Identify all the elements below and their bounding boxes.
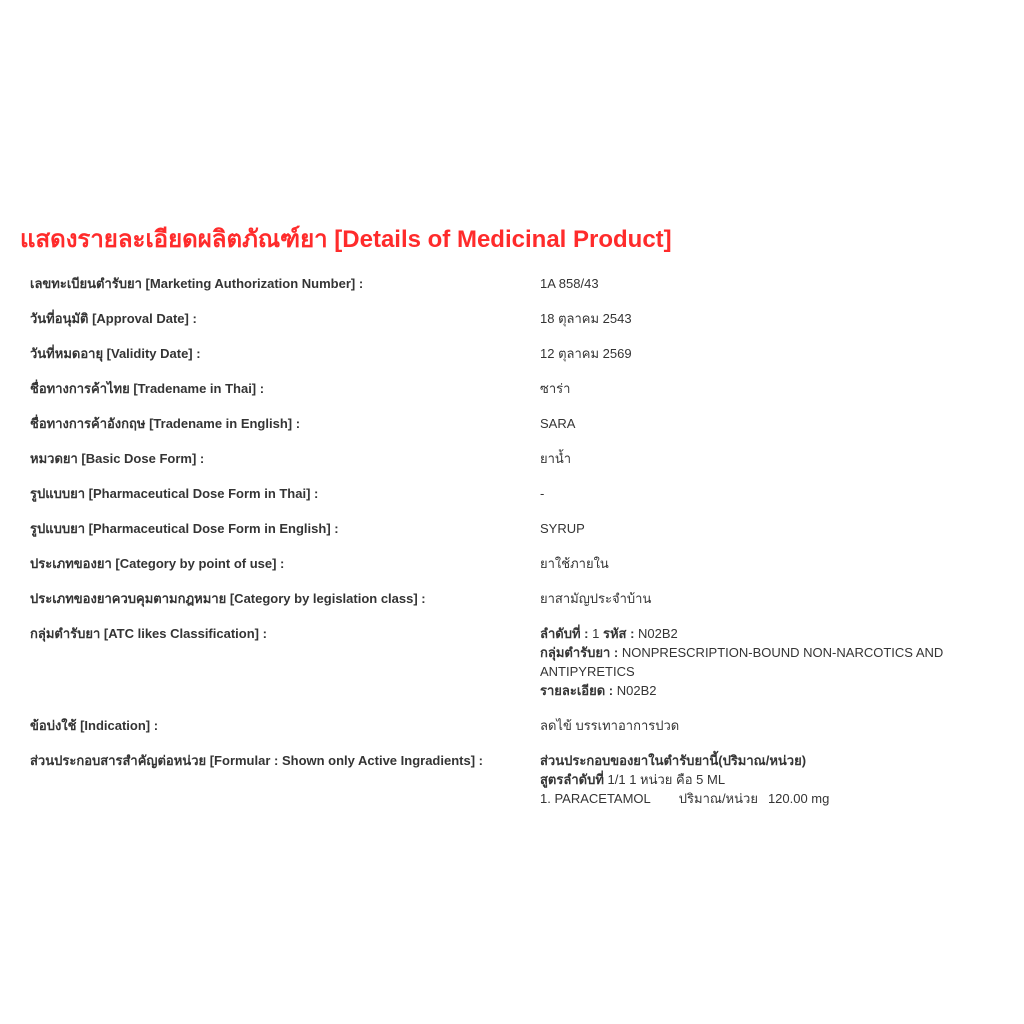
ingredient-qty-label: ปริมาณ/หน่วย — [678, 791, 758, 806]
row-tradename-thai — [30, 379, 1004, 398]
field-value: ซาร่า — [540, 381, 571, 396]
field-label: เลขทะเบียนตำรับยา [Marketing Authorization Number] : — [30, 276, 364, 291]
details-list — [20, 274, 1004, 808]
row-validity-date — [30, 344, 1004, 363]
field-value: 12 ตุลาคม 2569 — [540, 346, 632, 361]
atc-group-value: NONPRESCRIPTION-BOUND NON-NARCOTICS AND ANTIPYRETICS — [540, 645, 944, 679]
ingredient-name: 1. PARACETAMOL — [540, 791, 651, 806]
row-tradename-english — [30, 414, 1004, 433]
row-indication — [30, 716, 1004, 735]
row-dose-form-english — [30, 519, 1004, 538]
field-label: ข้อบ่งใช้ [Indication] : — [30, 718, 159, 733]
atc-seq-value: 1 — [592, 626, 600, 641]
field-label: รูปแบบยา [Pharmaceutical Dose Form in Thai] : — [30, 486, 319, 501]
row-basic-dose-form — [30, 449, 1004, 468]
formular-formula-value: 1/1 1 หน่วย คือ 5 ML — [607, 772, 726, 787]
field-label: ประเภทของยา [Category by point of use] : — [30, 556, 285, 571]
atc-detail-line — [540, 681, 1004, 700]
formular-formula-line — [540, 770, 1004, 789]
row-approval-date — [30, 309, 1004, 328]
field-value — [540, 751, 1004, 808]
atc-seq-line — [540, 624, 1004, 643]
field-label: วันที่อนุมัติ [Approval Date] : — [30, 311, 197, 326]
formular-formula-label: สูตรลำดับที่ — [540, 772, 604, 787]
field-label: ส่วนประกอบสารสำคัญต่อหน่วย [Formular : Shown only Active Ingradients] : — [30, 753, 483, 768]
atc-group-label: กลุ่มตำรับยา : — [540, 645, 619, 660]
field-label: ประเภทของยาควบคุมตามกฎหมาย [Category by legislation class] : — [30, 591, 426, 606]
row-category-point-of-use — [30, 554, 1004, 573]
field-label: รูปแบบยา [Pharmaceutical Dose Form in English] : — [30, 521, 339, 536]
field-value — [540, 624, 1004, 700]
field-value: SYRUP — [540, 521, 585, 536]
field-value: SARA — [540, 416, 576, 431]
field-value: ยาใช้ภายใน — [540, 556, 609, 571]
field-value: 18 ตุลาคม 2543 — [540, 311, 632, 326]
field-label: ชื่อทางการค้าอังกฤษ [Tradename in English] : — [30, 416, 301, 431]
page-title: แสดงรายละเอียดผลิตภัณฑ์ยา [Details of Medicinal Product] — [20, 226, 672, 253]
row-formular-active-ingredients — [30, 751, 1004, 808]
field-label: กลุ่มตำรับยา [ATC likes Classification] : — [30, 626, 267, 641]
field-label: วันที่หมดอายุ [Validity Date] : — [30, 346, 201, 361]
atc-code-label: รหัส : — [602, 626, 635, 641]
field-value: ลดไข้ บรรเทาอาการปวด — [540, 718, 680, 733]
atc-seq-label: ลำดับที่ : — [540, 626, 589, 641]
field-value: ยาน้ำ — [540, 451, 572, 466]
field-label: หมวดยา [Basic Dose Form] : — [30, 451, 205, 466]
row-dose-form-thai — [30, 484, 1004, 503]
atc-detail-value: N02B2 — [616, 683, 657, 698]
row-atc-classification — [30, 624, 1004, 700]
field-label: ชื่อทางการค้าไทย [Tradename in Thai] : — [30, 381, 265, 396]
field-value: 1A 858/43 — [540, 276, 599, 291]
row-marketing-authorization-number — [30, 274, 1004, 293]
field-value: - — [540, 486, 545, 501]
atc-code-value: N02B2 — [638, 626, 678, 641]
atc-detail-label: รายละเอียด : — [540, 683, 614, 698]
atc-group-line — [540, 643, 1004, 681]
row-category-legislation-class — [30, 589, 1004, 608]
ingredient-qty-value: 120.00 mg — [767, 791, 830, 806]
formular-heading: ส่วนประกอบของยาในตำรับยานี้(ปริมาณ/หน่วย) — [540, 753, 807, 768]
field-value: ยาสามัญประจำบ้าน — [540, 591, 652, 606]
formular-ingredient-line — [540, 789, 1004, 808]
